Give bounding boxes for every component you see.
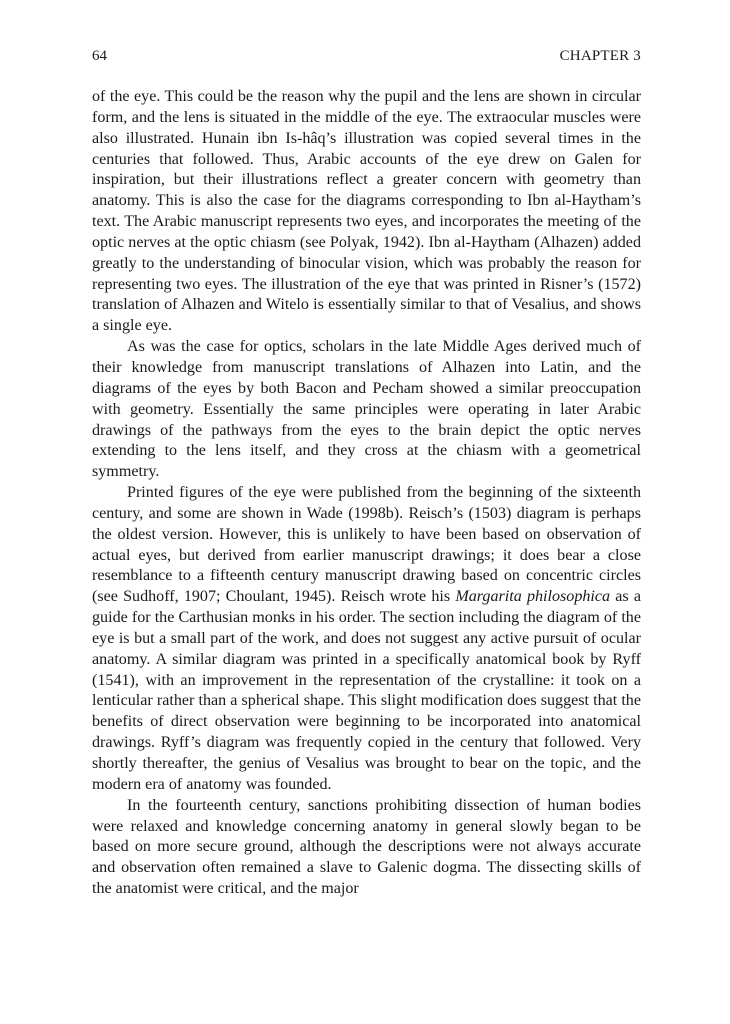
text-run: of the eye. This could be the reason why the pupil and the lens are shown in circular form, and the lens is situated in the middle of the eye. The extraocular muscles were also illustrated. Hunain ibn Is-hâq’s illustration was copied several times in the centuries that followed. Thus, Arabic accounts of the eye drew on Galen for inspiration, but their illustrations reflect a greater concern with geometry than anatomy. This is also the case for the diagrams corresponding to Ibn al-Haytham’s text. The Arabic manuscript represents two eyes, and incorporates the meeting of the optic nerves at the optic chiasm (see Polyak, 1942). Ibn al-Haytham (Alhazen) added greatly to the understanding of binocular vision, which was probably the reason for representing two eyes. The illustration of the eye that was printed in Risner’s (1572) translation of Alhazen and Witelo is essentially similar to that of Vesalius, and shows a single eye. [92,88,641,335]
text-run: As was the case for optics, scholars in the late Middle Ages derived much of their knowledge from manuscript translations of Alhazen into Latin, and the diagrams of the eyes by both Bacon and Pecham showed a similar preoccupation with geometry. Essentially the same principles were operating in later Arabic drawings of the pathways from the eyes to the brain depict the optic nerves extending to the lens itself, and they cross at the chiasm with a geometrical symmetry. [92,338,641,481]
paragraph [92,796,641,900]
paragraph [92,483,641,796]
page-number: 64 [92,48,107,64]
running-head [92,46,641,66]
text-run: In the fourteenth century, sanctions prohibiting dissection of human bodies were relaxed and knowledge concerning anatomy in general slowly began to be based on more secure ground, although the descriptions were not always accurate and observation often remained a slave to Galenic dogma. The dissecting skills of the anatomist were critical, and the major [92,796,641,898]
chapter-label: CHAPTER 3 [559,48,641,64]
paragraph [92,337,641,483]
text-run: as a guide for the Carthusian monks in his order. The section including the diagram of the eye is but a small part of the work, and does not suggest any active pursuit of ocular anatomy. A similar diagram was printed in a specifically anatomical book by Ryff (1541), with an improvement in the representation of the crystalline: it took on a lenticular rather than a spherical shape. This slight modification does suggest that the benefits of direct observation were beginning to be incorporated into anatomical drawings. Ryff’s diagram was frequently copied in the century that followed. Very shortly thereafter, the genius of Vesalius was brought to bear on the topic, and the modern era of anatomy was founded. [92,588,641,793]
body-text [92,87,641,900]
paragraph [92,87,641,337]
text-run: Printed figures of the eye were published from the beginning of the sixteenth century, and some are shown in Wade (1998b). Reisch’s (1503) diagram is perhaps the oldest version. However, this is unlikely to have been based on observation of actual eyes, but derived from earlier manuscript drawings; it does bear a close resemblance to a fifteenth century manuscript drawing based on concentric circles (see Sudhoff, 1907; Choulant, 1945). Reisch wrote his [92,484,641,606]
book-title-italic: Margarita philosophica [455,588,611,606]
